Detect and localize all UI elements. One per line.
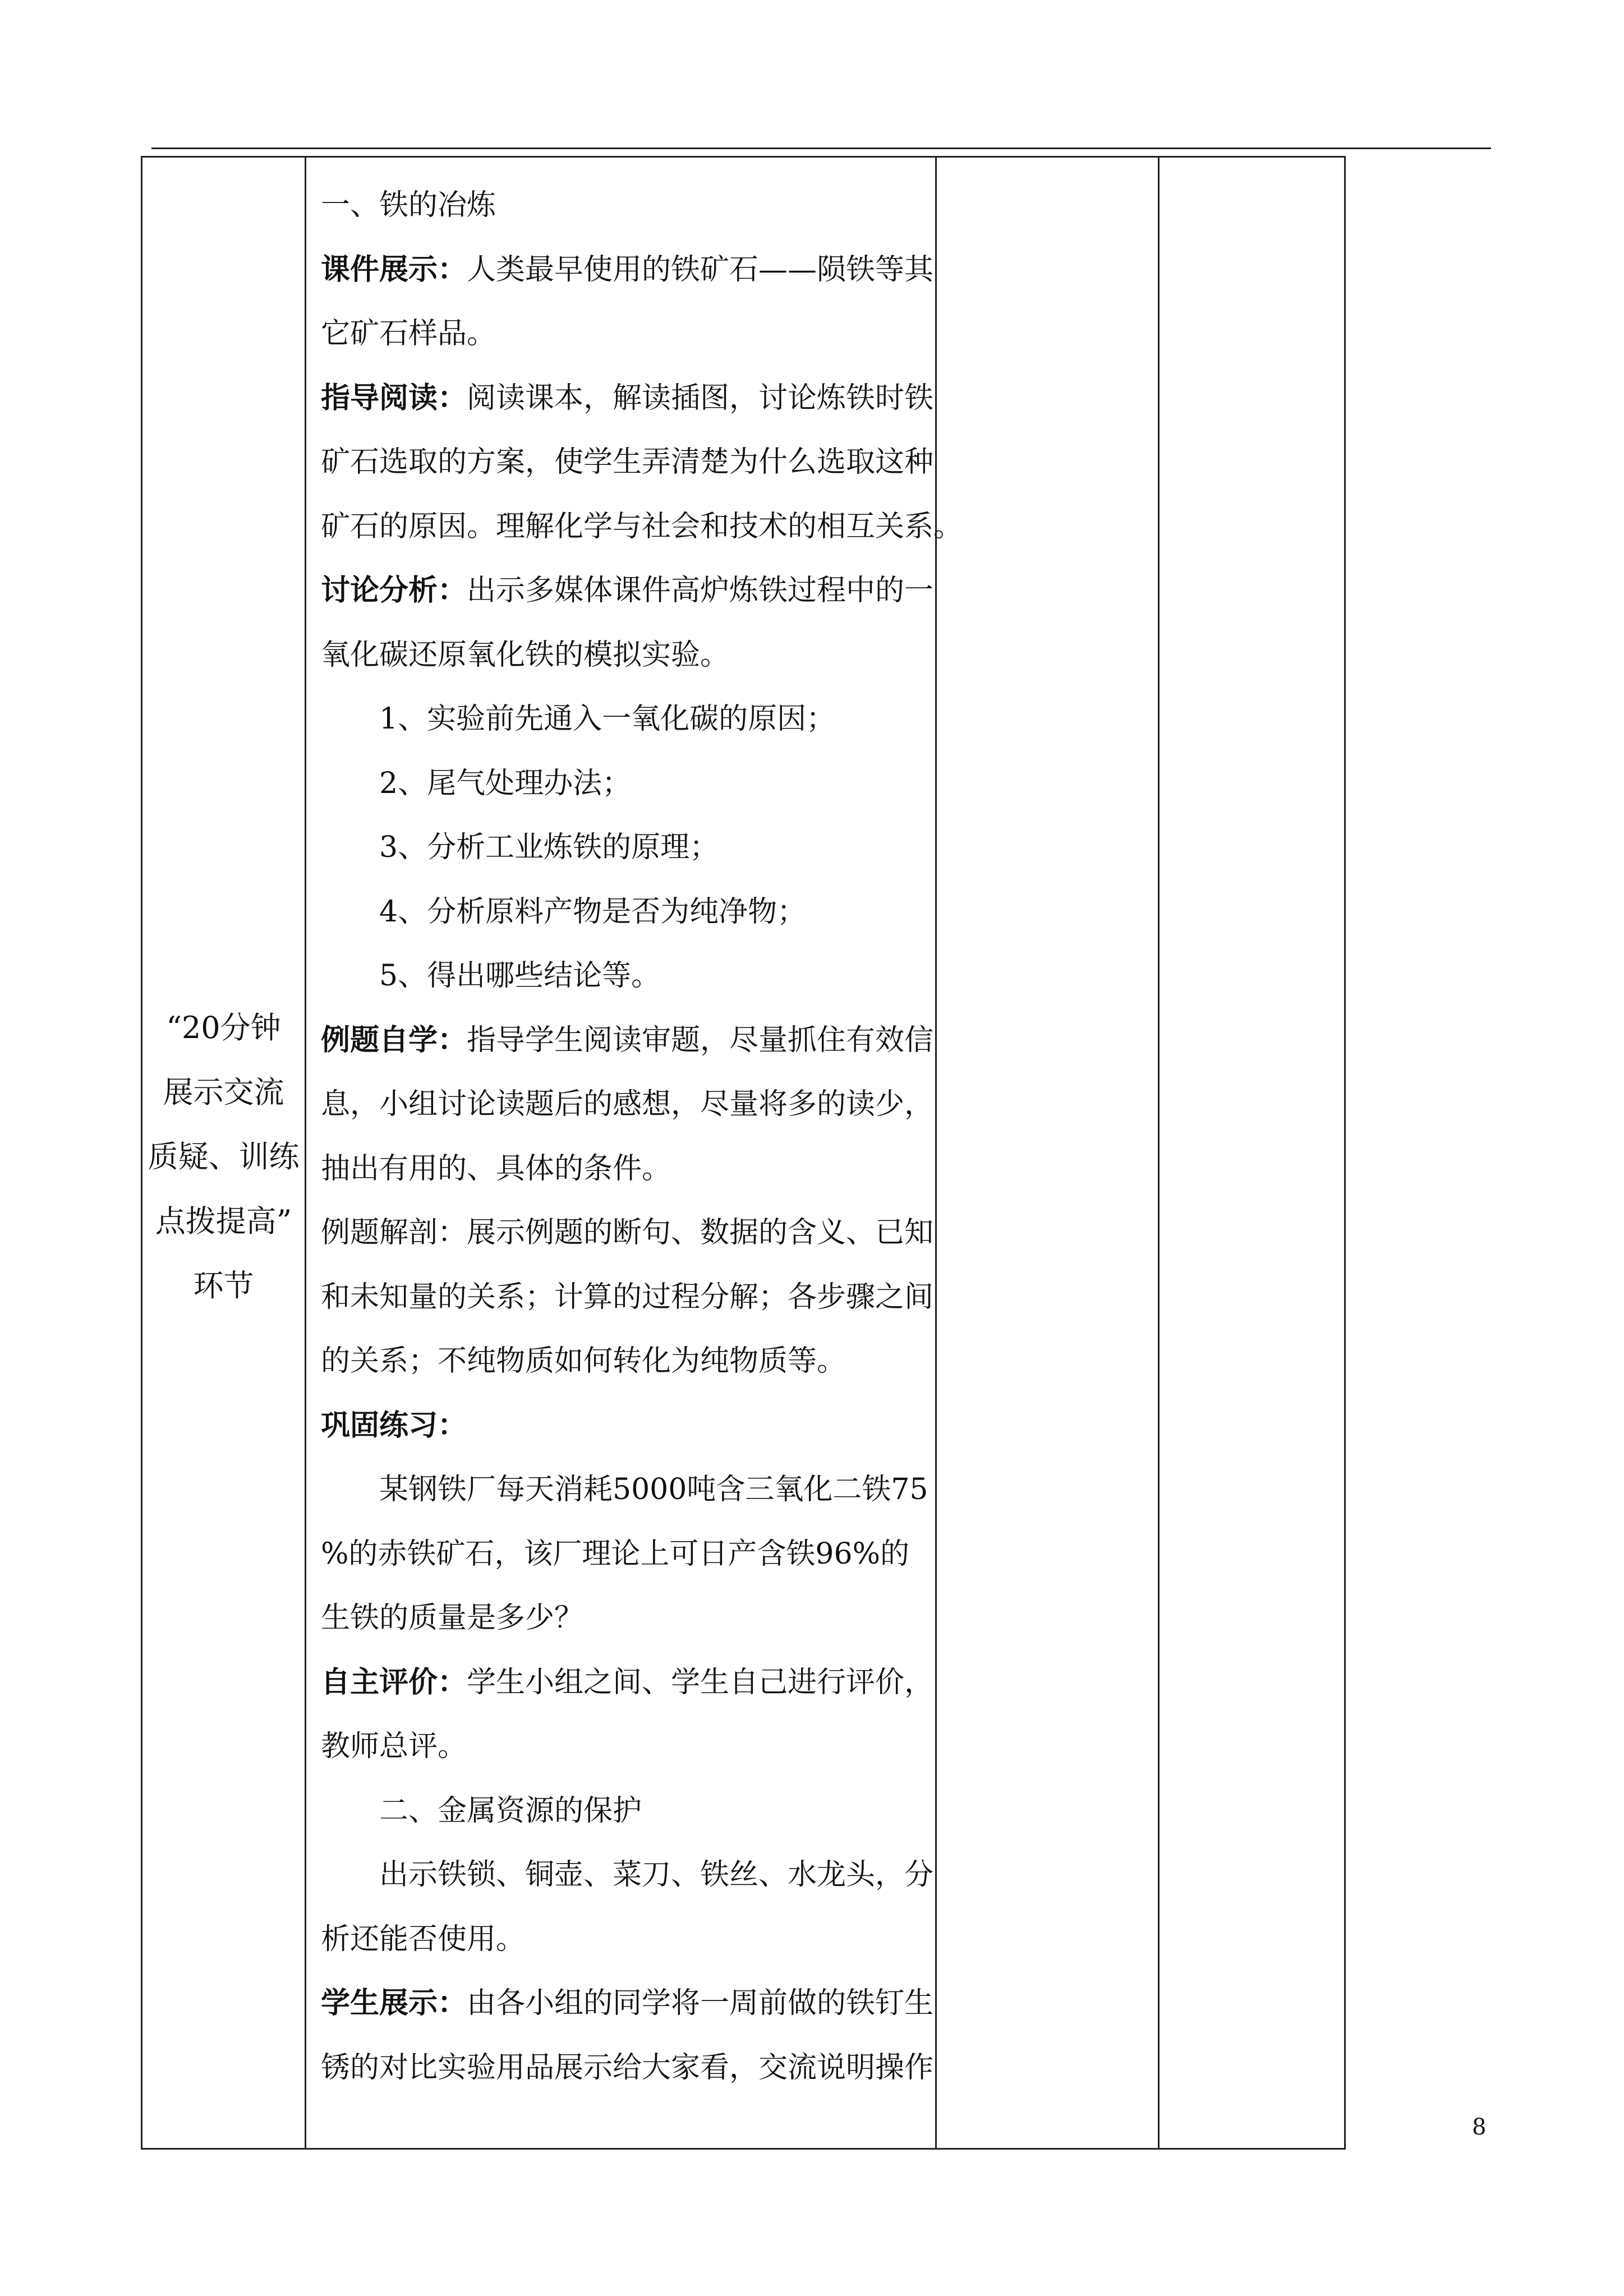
content-line-text: 矿石选取的方案，使学生弄清楚为什么选取这种 <box>321 445 934 479</box>
content-line-label: 学生展示： <box>321 1986 467 2020</box>
content-line-text: 出示多媒体课件高炉炼铁过程中的一 <box>467 574 934 607</box>
content-line <box>321 1907 921 1972</box>
content-line-text: 某钢铁厂每天消耗5000吨含三氧化二铁75 <box>379 1473 928 1506</box>
content-line <box>321 1265 934 1330</box>
content-line-text: 矿石的原因。理解化学与社会和技术的相互关系。 <box>321 509 963 543</box>
content-line-text: 教师总评。 <box>321 1730 467 1763</box>
content-line <box>321 1329 921 1394</box>
table-row <box>142 157 1345 2149</box>
empty-cell-4 <box>1159 157 1345 2149</box>
content-line <box>321 751 921 816</box>
content-line-text: 4、分析原料产物是否为纯净物； <box>379 895 807 929</box>
content-line-text: 的关系；不纯物质如何转化为纯物质等。 <box>321 1344 846 1378</box>
content-line-text: %的赤铁矿石，该厂理论上可日产含铁96%的 <box>321 1537 909 1571</box>
content-line <box>321 495 963 559</box>
stage-label-line: 环节 <box>193 1268 254 1303</box>
content-line <box>321 687 921 751</box>
header-rule <box>151 147 1491 149</box>
content-line <box>321 1650 934 1715</box>
content-line <box>321 559 934 623</box>
content-line-text: 例题解剖：展示例题的断句、数据的含义、已知 <box>321 1216 934 1250</box>
content-line-text: 学生小组之间、学生自己进行评价， <box>467 1665 934 1699</box>
content-line-text: 指导学生阅读审题，尽量抓住有效信 <box>467 1023 934 1057</box>
content-line <box>321 366 934 431</box>
content-line <box>321 1522 921 1587</box>
content-line <box>321 1971 934 2036</box>
content-line-text: 人类最早使用的铁矿石——陨铁等其 <box>467 252 934 287</box>
content-line-text: 二、金属资源的保护 <box>379 1794 642 1828</box>
lesson-table <box>141 156 1346 2150</box>
content-line <box>321 815 921 880</box>
content-line-label: 自主评价： <box>321 1665 467 1699</box>
content-line-text: 由各小组的同学将一周前做的铁钉生 <box>467 1986 934 2020</box>
content-line-text: 析还能否使用。 <box>321 1922 526 1956</box>
content-line <box>321 2036 934 2100</box>
content-line-text: 生铁的质量是多少？ <box>321 1601 584 1635</box>
content-line <box>321 430 934 495</box>
content-line-text: 一、铁的冶炼 <box>321 188 496 222</box>
content-line-text: 和未知量的关系；计算的过程分解；各步骤之间 <box>321 1280 934 1314</box>
stage-label-line: 质疑、训练 <box>148 1139 300 1174</box>
page-number: 8 <box>1472 2114 1487 2140</box>
content-line-label: 巩固练习： <box>321 1408 467 1442</box>
content-line-text: 出示铁锁、铜壶、菜刀、铁丝、水龙头，分 <box>379 1858 934 1892</box>
content-line-text: 3、分析工业炼铁的原理； <box>379 831 719 864</box>
content-line <box>321 1714 921 1779</box>
content-line <box>321 1458 928 1522</box>
content-line-text: 抽出有用的、具体的条件。 <box>321 1151 671 1186</box>
content-line <box>321 880 921 944</box>
content-line-text: 1、实验前先通入一氧化碳的原因； <box>379 702 836 736</box>
content-line-label: 例题自学： <box>321 1023 467 1057</box>
content-line-text: 它矿石样品。 <box>321 317 496 351</box>
content-line-text: 2、尾气处理办法； <box>379 766 632 800</box>
stage-label <box>142 995 305 1318</box>
content-line <box>321 1843 934 1907</box>
content-line <box>321 302 921 366</box>
content-line-text: 阅读课本，解读插图，讨论炼铁时铁 <box>467 381 934 415</box>
content-line <box>321 1394 921 1458</box>
lesson-content <box>306 158 963 2100</box>
content-cell <box>306 157 963 2149</box>
stage-label-line: 展示交流 <box>163 1075 284 1110</box>
content-line <box>321 944 921 1008</box>
content-line <box>321 1586 921 1650</box>
content-line <box>321 238 934 302</box>
content-line <box>321 1008 934 1073</box>
content-line <box>321 1137 921 1201</box>
content-line <box>321 1779 921 1843</box>
content-line-text: 息，小组讨论读题后的感想，尽量将多的读少， <box>321 1087 934 1121</box>
content-line <box>321 1072 934 1137</box>
stage-label-line: 点拨提高” <box>155 1204 292 1239</box>
content-line-text: 锈的对比实验用品展示给大家看，交流说明操作 <box>321 2050 934 2085</box>
content-line <box>321 1201 934 1265</box>
content-line-label: 讨论分析： <box>321 574 467 607</box>
content-line-label: 指导阅读： <box>321 381 467 415</box>
empty-cell-3 <box>936 157 1159 2149</box>
content-line-text: 氧化碳还原氧化铁的模拟实验。 <box>321 638 730 672</box>
stage-label-line: “20分钟 <box>166 1010 281 1045</box>
content-line <box>321 623 921 688</box>
stage-cell <box>142 157 306 2149</box>
content-line <box>321 173 921 238</box>
content-line-text: 5、得出哪些结论等。 <box>379 959 661 993</box>
content-line-label: 课件展示： <box>321 252 467 287</box>
